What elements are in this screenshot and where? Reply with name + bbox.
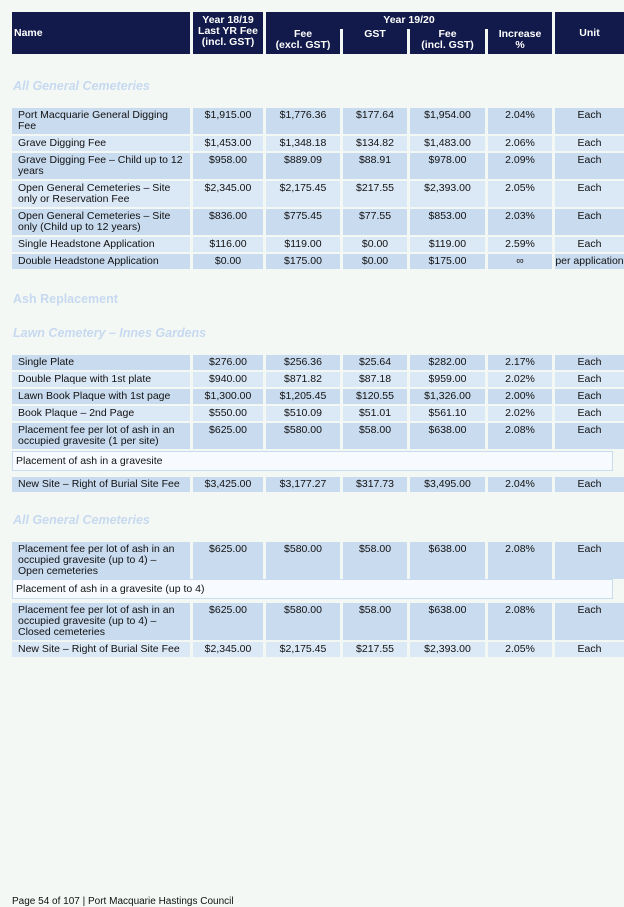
header-gst: GST xyxy=(343,29,407,54)
cell-unit: Each xyxy=(555,209,624,235)
cell-incl: $638.00 xyxy=(410,542,485,579)
cell-inc: 2.08% xyxy=(488,542,552,579)
cell-last: $116.00 xyxy=(193,237,263,252)
section-title: All General Cemeteries xyxy=(13,513,150,527)
cell-incl: $1,326.00 xyxy=(410,389,485,404)
cell-unit: Each xyxy=(555,642,624,657)
cell-last: $1,453.00 xyxy=(193,136,263,151)
cell-excl: $871.82 xyxy=(266,372,340,387)
cell-gst: $0.00 xyxy=(343,254,407,269)
cell-excl: $175.00 xyxy=(266,254,340,269)
cell-name: Placement fee per lot of ash in an occupied gravesite (1 per site) xyxy=(12,423,190,449)
cell-last: $1,915.00 xyxy=(193,108,263,134)
cell-name: Placement fee per lot of ash in an occupied gravesite (up to 4) – Open cemeteries xyxy=(12,542,190,579)
cell-gst: $87.18 xyxy=(343,372,407,387)
page-footer: Page 54 of 107 | Port Macquarie Hastings Council xyxy=(12,896,234,907)
cell-gst: $58.00 xyxy=(343,603,407,640)
cell-unit: Each xyxy=(555,108,624,134)
cell-name: New Site – Right of Burial Site Fee xyxy=(12,477,190,492)
cell-name: Double Headstone Application xyxy=(12,254,190,269)
cell-unit: Each xyxy=(555,603,624,640)
cell-name: New Site – Right of Burial Site Fee xyxy=(12,642,190,657)
table-row xyxy=(12,423,613,449)
cell-gst: $177.64 xyxy=(343,108,407,134)
cell-incl: $638.00 xyxy=(410,423,485,449)
cell-excl: $1,348.18 xyxy=(266,136,340,151)
table-row xyxy=(12,603,613,640)
cell-incl: $1,954.00 xyxy=(410,108,485,134)
cell-inc: 2.05% xyxy=(488,181,552,207)
cell-unit: Each xyxy=(555,153,624,179)
cell-incl: $2,393.00 xyxy=(410,642,485,657)
cell-excl: $256.36 xyxy=(266,355,340,370)
table-row xyxy=(12,254,624,269)
cell-last: $940.00 xyxy=(193,372,263,387)
cell-gst: $77.55 xyxy=(343,209,407,235)
cell-name: Double Plaque with 1st plate xyxy=(12,372,190,387)
cell-inc: 2.08% xyxy=(488,423,552,449)
table-row xyxy=(12,209,613,235)
cell-inc: 2.00% xyxy=(488,389,552,404)
fee-table-closed xyxy=(12,603,613,657)
fees-page xyxy=(12,12,624,659)
table-row xyxy=(12,642,613,657)
cell-inc: 2.04% xyxy=(488,108,552,134)
section-title: All General Cemeteries xyxy=(13,79,150,93)
cell-excl: $510.09 xyxy=(266,406,340,421)
cell-unit: Each xyxy=(555,181,624,207)
table-header xyxy=(12,12,613,54)
cell-last: $276.00 xyxy=(193,355,263,370)
cell-incl: $853.00 xyxy=(410,209,485,235)
cell-last: $836.00 xyxy=(193,209,263,235)
cell-inc: 2.17% xyxy=(488,355,552,370)
cell-gst: $134.82 xyxy=(343,136,407,151)
cell-last: $0.00 xyxy=(193,254,263,269)
cell-last: $2,345.00 xyxy=(193,181,263,207)
cell-gst: $120.55 xyxy=(343,389,407,404)
table-row xyxy=(12,355,613,370)
cell-name: Lawn Book Plaque with 1st page xyxy=(12,389,190,404)
cell-excl: $580.00 xyxy=(266,423,340,449)
cell-last: $1,300.00 xyxy=(193,389,263,404)
cell-unit: per application xyxy=(555,255,624,267)
cell-unit: Each xyxy=(555,136,624,151)
cell-inc: 2.05% xyxy=(488,642,552,657)
cell-excl: $889.09 xyxy=(266,153,340,179)
placement-note: Placement of ash in a gravesite xyxy=(12,451,613,471)
cell-unit: Each xyxy=(555,423,624,449)
cell-excl: $580.00 xyxy=(266,603,340,640)
cell-excl: $1,776.36 xyxy=(266,108,340,134)
cell-name: Placement fee per lot of ash in an occupied gravesite (up to 4) – Closed cemeteries xyxy=(12,603,190,640)
cell-incl: $2,393.00 xyxy=(410,181,485,207)
table-row xyxy=(12,372,613,387)
cell-inc: 2.02% xyxy=(488,372,552,387)
cell-excl: $775.45 xyxy=(266,209,340,235)
cell-unit: Each xyxy=(555,406,624,421)
fee-table-open xyxy=(12,542,613,579)
header-year: Year 19/20 xyxy=(266,12,552,29)
cell-inc: 2.02% xyxy=(488,406,552,421)
cell-gst: $217.55 xyxy=(343,181,407,207)
cell-inc: 2.03% xyxy=(488,209,552,235)
header-increase: Increase % xyxy=(488,29,552,54)
cell-inc: 2.09% xyxy=(488,153,552,179)
header-fee-excl: Fee (excl. GST) xyxy=(266,29,340,54)
cell-last: $550.00 xyxy=(193,406,263,421)
cell-gst: $58.00 xyxy=(343,542,407,579)
cell-name: Grave Digging Fee – Child up to 12 years xyxy=(12,153,190,179)
cell-unit: Each xyxy=(555,477,624,492)
cell-name: Single Headstone Application xyxy=(12,237,190,252)
table-row xyxy=(12,389,613,404)
cell-name: Open General Cemeteries – Site only (Child up to 12 years) xyxy=(12,209,190,235)
cell-name: Grave Digging Fee xyxy=(12,136,190,151)
cell-gst: $58.00 xyxy=(343,423,407,449)
fee-table-new-site xyxy=(12,477,613,492)
cell-incl: $1,483.00 xyxy=(410,136,485,151)
cell-gst: $0.00 xyxy=(343,237,407,252)
cell-gst: $51.01 xyxy=(343,406,407,421)
cell-incl: $638.00 xyxy=(410,603,485,640)
table-row xyxy=(12,542,613,579)
table-row xyxy=(12,477,613,492)
cell-gst: $217.55 xyxy=(343,642,407,657)
cell-name: Open General Cemeteries – Site only or Reservation Fee xyxy=(12,181,190,207)
table-row xyxy=(12,181,613,207)
placement-note: Placement of ash in a gravesite (up to 4) xyxy=(12,579,613,599)
cell-excl: $1,205.45 xyxy=(266,389,340,404)
fee-table-lawn xyxy=(12,355,613,449)
cell-excl: $119.00 xyxy=(266,237,340,252)
cell-incl: $561.10 xyxy=(410,406,485,421)
table-row xyxy=(12,153,613,179)
cell-incl: $978.00 xyxy=(410,153,485,179)
cell-excl: $2,175.45 xyxy=(266,642,340,657)
table-row xyxy=(12,237,613,252)
cell-incl: $3,495.00 xyxy=(410,477,485,492)
cell-gst: $25.64 xyxy=(343,355,407,370)
cell-unit: Each xyxy=(555,389,624,404)
section-title: Lawn Cemetery – Innes Gardens xyxy=(13,326,207,340)
cell-inc: ∞ xyxy=(488,254,552,269)
header-unit: Unit xyxy=(555,12,624,54)
cell-name: Book Plaque – 2nd Page xyxy=(12,406,190,421)
table-row xyxy=(12,136,613,151)
cell-incl: $959.00 xyxy=(410,372,485,387)
table-row xyxy=(12,108,613,134)
cell-gst: $317.73 xyxy=(343,477,407,492)
cell-unit: Each xyxy=(555,355,624,370)
cell-last: $625.00 xyxy=(193,542,263,579)
cell-gst: $88.91 xyxy=(343,153,407,179)
cell-unit: Each xyxy=(555,542,624,579)
cell-incl: $175.00 xyxy=(410,254,485,269)
section-title: Ash Replacement xyxy=(13,292,118,306)
header-name: Name xyxy=(12,12,190,54)
table-row xyxy=(12,406,613,421)
cell-inc: 2.08% xyxy=(488,603,552,640)
cell-last: $3,425.00 xyxy=(193,477,263,492)
fee-table-general xyxy=(12,108,624,269)
cell-unit: Each xyxy=(555,237,624,252)
cell-last: $625.00 xyxy=(193,423,263,449)
cell-incl: $282.00 xyxy=(410,355,485,370)
cell-name: Single Plate xyxy=(12,355,190,370)
cell-inc: 2.59% xyxy=(488,237,552,252)
cell-excl: $3,177.27 xyxy=(266,477,340,492)
cell-incl: $119.00 xyxy=(410,237,485,252)
cell-last: $958.00 xyxy=(193,153,263,179)
cell-excl: $2,175.45 xyxy=(266,181,340,207)
cell-excl: $580.00 xyxy=(266,542,340,579)
cell-inc: 2.04% xyxy=(488,477,552,492)
cell-name: Port Macquarie General Digging Fee xyxy=(12,108,190,134)
header-last-year: Year 18/19 Last YR Fee (incl. GST) xyxy=(193,12,263,54)
cell-last: $2,345.00 xyxy=(193,642,263,657)
header-fee-incl: Fee (incl. GST) xyxy=(410,29,485,54)
cell-last: $625.00 xyxy=(193,603,263,640)
cell-inc: 2.06% xyxy=(488,136,552,151)
cell-unit: Each xyxy=(555,372,624,387)
